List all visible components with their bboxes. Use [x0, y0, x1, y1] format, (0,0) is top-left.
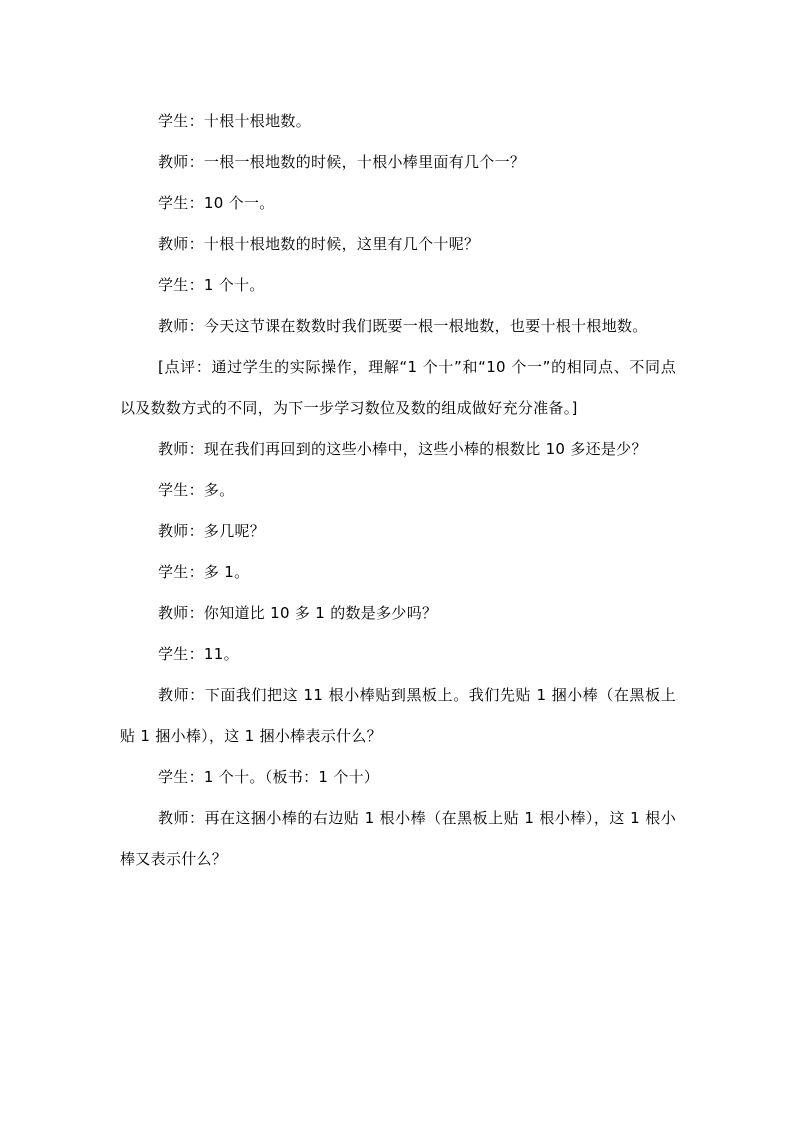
paragraph: 学生：11。: [158, 645, 239, 663]
paragraph: 教师：十根十根地数的时候，这里有几个十呢？: [158, 235, 480, 253]
paragraph: 学生：10 个一。: [158, 194, 275, 212]
paragraph: 教师：你知道比 10 多 1 的数是多少吗？: [158, 604, 438, 622]
paragraph: 学生：多 1。: [158, 563, 250, 581]
paragraph: 学生：多。: [158, 481, 235, 499]
paragraph: 学生：1 个十。: [158, 276, 265, 294]
comment-paragraph: [点评：通过学生的实际操作，理解“1 个十”和“10 个一”的相同点、不同点以及数数方式的不同，为下一步学习数位及数的组成做好充分准备。]: [120, 358, 676, 417]
paragraph: 教师：现在我们再回到的这些小棒中，这些小棒的根数比 10 多还是少？: [158, 440, 647, 458]
paragraph: 教师：一根一根地数的时候，十根小棒里面有几个一？: [158, 153, 526, 171]
paragraph: 教师：再在这捆小棒的右边贴 1 根小棒（在黑板上贴 1 根小棒），这 1 根小棒又表示什么？: [120, 809, 676, 868]
paragraph: 学生：1 个十。（板书：1 个十）: [158, 768, 380, 786]
document-body: [120, 101, 676, 880]
paragraph: 教师：下面我们把这 11 根小棒贴到黑板上。我们先贴 1 捆小棒（在黑板上贴 1 捆小棒），这 1 捆小棒表示什么？: [120, 686, 676, 745]
paragraph: 教师：多几呢？: [158, 522, 266, 540]
paragraph: 学生：十根十根地数。: [158, 112, 312, 130]
paragraph: 教师：今天这节课在数数时我们既要一根一根地数，也要十根十根地数。: [158, 317, 648, 335]
